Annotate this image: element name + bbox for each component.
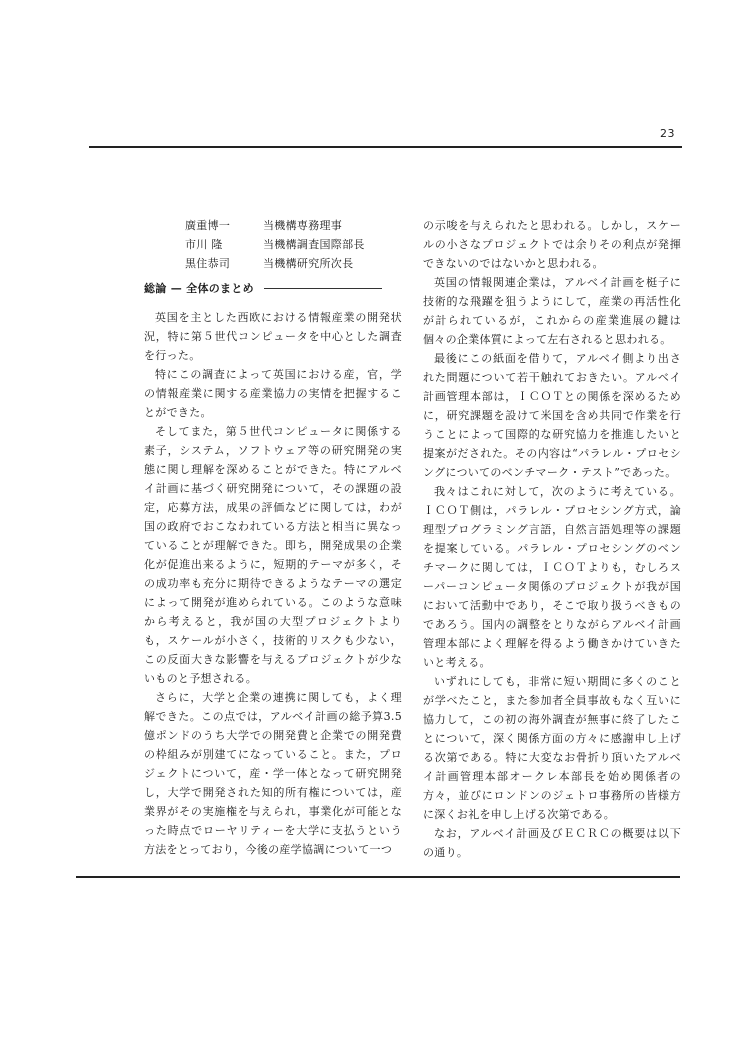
top-rule xyxy=(89,146,682,148)
member-item xyxy=(185,216,402,235)
member-item xyxy=(185,235,402,254)
member-name: 黒住恭司 xyxy=(185,257,231,270)
member-name: 市川 隆 xyxy=(185,238,223,251)
paragraph: そしてまた，第５世代コンピュータに関係する素子，システム，ソフトウェア等の研究開発の実態に関し理解を深めることができた。特にアルベイ計画に基づく研究開発について，その課題の設定，応募方法，成果の評価などに関しては，わが国の政府でおこなわれている方法と相当に異なっていることが理解できた。即ち，開発成果の企業化が促進出来るように，短期的テーマが多く，その成功率も充分に期待できるようなテーマの選定によって開発が進められている。このような意味から考えると，我が国の大型プロジェクトよりも，スケールが小さく，技術的リスクも少ない，この反面大きな影響を与えるプロジェクトが少ないものと予想される。 xyxy=(144,425,402,685)
section-heading xyxy=(144,279,402,298)
right-column xyxy=(423,216,681,862)
bottom-rule xyxy=(76,876,680,878)
paragraph: いずれにしても，非常に短い期間に多くのことが学べたこと，また参加者全員事故もなく互いに協力して，この初の海外調査が無事に終了したことについて，深く関係方面の方々に感謝申し上げる次第である。特に大変なお骨折り頂いたアルベイ計画管理本部オークレ本部長を始め関係者の方々，並びにロンドンのジェトロ事務所の皆様方に深くお礼を申し上げる次第である。 xyxy=(423,675,681,821)
left-column xyxy=(144,216,402,859)
member-list xyxy=(185,216,402,273)
member-name: 廣重博一 xyxy=(185,219,231,232)
member-title: 当機構調査国際部長 xyxy=(263,238,365,251)
paragraph: なお，アルベイ計画及びＥＣＲＣの概要は以下の通り。 xyxy=(423,827,681,859)
member-item xyxy=(185,254,402,273)
heading-rule xyxy=(264,288,382,289)
paragraph: 最後にこの紙面を借りて，アルベイ側より出された問題について若干触れておきたい。アルベイ計画管理本部は，ＩＣＯＴとの関係を深めるために，研究課題を設けて米国を含め共同で作業を行うことによって国際的な研究協力を推進したいと提案がだされた。その内容は“パラレル・プロセシングについてのベンチマーク・テスト”であった。 xyxy=(423,352,681,479)
paragraph: 英国を主とした西欧における情報産業の開発状況，特に第５世代コンピュータを中心とした調査を行った。 xyxy=(144,311,402,362)
paragraph: 特にこの調査によって英国における産，官，学の情報産業に関する産業協力の実情を把握することができた。 xyxy=(144,368,402,419)
page-number: 23 xyxy=(660,127,675,140)
paragraph: 我々はこれに対して，次のように考えている。ＩＣＯＴ側は，パラレル・プロセシング方式，論理型プログラミング言語，自然言語処理等の課題を提案している。パラレル・プロセシングのベンチマークに関しては，ＩＣＯＴよりも，むしろスーパーコンピュータ関係のプロジェクトが我が国において活動中であり，そこで取り扱うべきものであろう。国内の調整をとりながらアルベイ計画管理本部によく理解を得るよう働きかけていきたいと考える。 xyxy=(423,485,681,669)
paragraph: 英国の情報関連企業は，アルベイ計画を梃子に技術的な飛躍を狙うようにして，産業の再活性化が計られているが，これからの産業進展の鍵は個々の企業体質によって左右されると思われる。 xyxy=(423,276,681,346)
member-title: 当機構専務理事 xyxy=(263,219,343,232)
section-heading-text: 総論 — 全体のまとめ xyxy=(144,282,254,295)
paragraph: さらに，大学と企業の連携に関しても，よく理解できた。この点では，アルベイ計画の総予算3.5億ポンドのうち大学での開発費と企業での開発費の枠組みが別建てになっていること。また，プロジェクトについて，産・学一体となって研究開発し，大学で開発された知的所有権については，産業界がその実施権を与えられ，事業化が可能となった時点でローヤリティーを大学に支払うという方法をとっており，今後の産学協調について一つ xyxy=(144,691,402,856)
paragraph: の示唆を与えられたと思われる。しかし，スケールの小さなプロジェクトでは余りその利点が発揮できないのではないかと思われる。 xyxy=(423,219,681,270)
member-title: 当機構研究所次長 xyxy=(263,257,354,270)
